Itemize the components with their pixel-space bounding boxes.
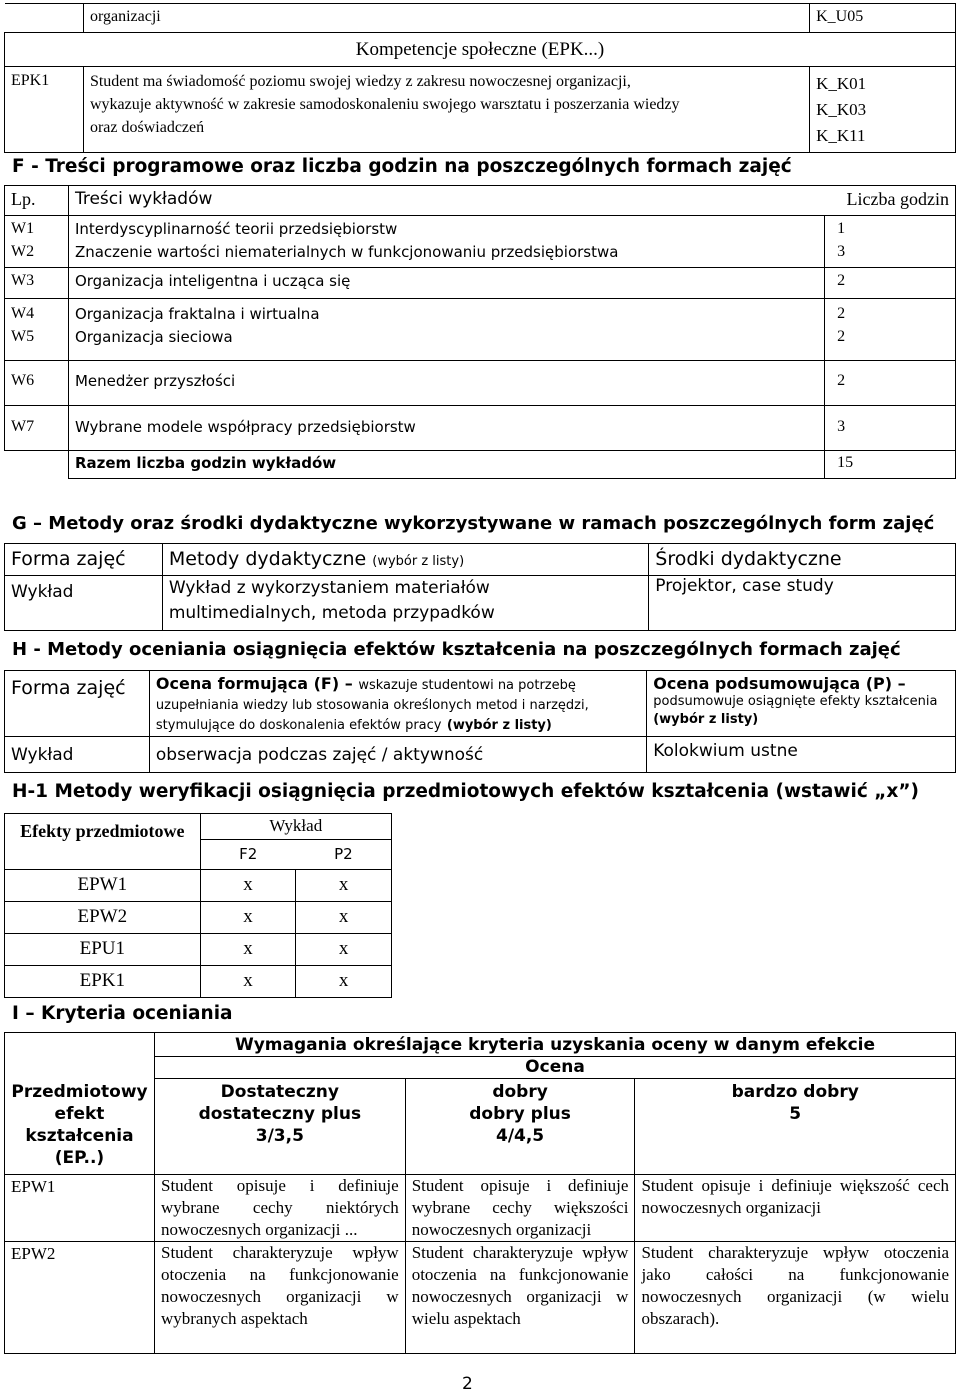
g-row-form: Wykład: [5, 576, 163, 631]
formative-note: (wybór z listy): [446, 718, 552, 733]
section-h-heading: H - Metody oceniania osiągnięcia efektów kształcenia na poszczególnych formach zajęć: [12, 639, 901, 660]
grade-line: 5: [789, 1104, 802, 1124]
h1-effect: EPU1: [5, 934, 201, 966]
criteria-4: Student opisuje i definiuje wybrane cechy większości nowoczesnych organizacji: [405, 1175, 635, 1242]
total-label: Razem liczba godzin wykładów: [68, 451, 824, 479]
section-h1-table: [4, 813, 392, 998]
i-effect: EPW2: [5, 1242, 155, 1354]
grade-line: 4/4,5: [495, 1126, 545, 1146]
h1-f-mark: x: [200, 966, 296, 998]
grade-column: [405, 1079, 635, 1175]
h1-col-effects: Efekty przedmiotowe: [5, 814, 201, 870]
row-hours: 2: [825, 299, 956, 326]
summative-title: Ocena podsumowująca (P) –: [653, 674, 906, 693]
row-content: Organizacja inteligentna i ucząca się: [68, 268, 824, 299]
h1-effect: EPW1: [5, 870, 201, 902]
row-content: Wybrane modele współpracy przedsiębiorstw: [68, 406, 824, 451]
col-content: Treści wykładów: [68, 186, 824, 216]
row-lp: W3: [5, 268, 69, 299]
section-f-table: [4, 185, 956, 479]
epk1-id: EPK1: [5, 67, 84, 153]
grade-column: [635, 1079, 956, 1175]
epk1-line: oraz doświadczeń: [89, 119, 205, 136]
page-number: 2: [462, 1374, 473, 1394]
section-g-heading: G – Metody oraz środki dydaktyczne wykorzystywane w ramach poszczególnych form zajęć: [12, 513, 935, 534]
row-lp: W4: [5, 299, 69, 326]
h1-effect: EPK1: [5, 966, 201, 998]
total-hours: 15: [825, 451, 956, 479]
row-hours: 2: [825, 268, 956, 299]
g-methods-note: (wybór z listy): [372, 554, 465, 569]
h1-effect: EPW2: [5, 902, 201, 934]
summative-desc: podsumowuje osiągnięte efekty kształcenia: [653, 694, 938, 709]
section-e-table: [4, 3, 956, 153]
row-lp: W1: [5, 216, 69, 243]
code: K_K01: [816, 74, 867, 93]
criteria-5: Student opisuje i definiuje większość cech nowoczesnych organizacji: [635, 1175, 956, 1242]
g-col-form: Forma zajęć: [5, 544, 163, 576]
epk1-codes: [810, 67, 956, 153]
h-row-formative: obserwacja podczas zajęć / aktywność: [149, 737, 646, 773]
epk1-line: wykazuje aktywność w zakresie samodoskonaleniu swojego warsztatu i poszerzania wiedzy: [89, 96, 680, 113]
criteria-3: Student charakteryzuje wpływ otoczenia na funkcjonowanie nowoczesnych organizacji w wybranych aspektach: [154, 1242, 405, 1354]
i-effect: EPW1: [5, 1175, 155, 1242]
g-col-means: Środki dydaktyczne: [649, 544, 956, 576]
epk1-line: Student ma świadomość poziomu swojej wiedzy z zakresu nowoczesnej organizacji,: [89, 73, 631, 90]
row-content: Organizacja sieciowa: [68, 326, 824, 361]
row-hours: 3: [825, 243, 956, 268]
code: K_K03: [816, 100, 867, 119]
grade-line: Dostateczny: [220, 1082, 339, 1102]
section-h1-heading: H-1 Metody weryfikacji osiągnięcia przedmiotowych efektów kształcenia (wstawić „x”): [12, 781, 919, 802]
row-content: Interdyscyplinarność teorii przedsiębiorstw: [68, 216, 824, 243]
grade-line: 3/3,5: [255, 1126, 304, 1146]
col-lp: Lp.: [5, 186, 69, 216]
row-content: Menedżer przyszłości: [68, 361, 824, 406]
h1-sub-p: P2: [296, 840, 392, 870]
formative-title: Ocena formująca (F): [155, 674, 340, 693]
g-methods-label: Metody dydaktyczne: [168, 548, 367, 570]
grade-line: dostateczny plus: [198, 1104, 362, 1124]
section-g-table: [4, 543, 956, 631]
row-content: Organizacja fraktalna i wirtualna: [68, 299, 824, 326]
section-i-heading: I – Kryteria oceniania: [12, 1003, 233, 1024]
grade-line: dobry plus: [469, 1104, 571, 1124]
col-hours: Liczba godzin: [825, 186, 956, 216]
formative-desc: wskazuje studentowi na potrzebę uzupełniania wiedzy lub stosowania określonych metod i narzędzi, stymulujące do doskonalenia efektów pracy: [155, 678, 589, 733]
h-formative-header: [149, 671, 646, 737]
epk1-description: [83, 67, 809, 153]
h1-p-mark: x: [296, 870, 392, 902]
h1-f-mark: x: [200, 870, 296, 902]
h-row-summative: Kolokwium ustne: [647, 737, 956, 773]
e-top-text: organizacji: [83, 4, 809, 33]
h-col-form: Forma zajęć: [5, 671, 150, 737]
row-hours: 1: [825, 216, 956, 243]
h1-p-mark: x: [296, 934, 392, 966]
section-i-table: [4, 1032, 956, 1354]
grade-column: [154, 1079, 405, 1175]
h1-col-lecture: Wykład: [200, 814, 391, 840]
h1-sub-f: F2: [239, 845, 258, 863]
g-row-methods: Wykład z wykorzystaniem materiałów multimedialnych, metoda przypadków: [162, 576, 648, 631]
summative-note: (wybór z listy): [653, 712, 759, 727]
e-top-code: K_U05: [810, 4, 956, 33]
row-hours: 2: [825, 326, 956, 361]
g-row-means: Projektor, case study: [649, 576, 956, 631]
row-lp: W5: [5, 326, 69, 361]
row-content: Znaczenie wartości niematerialnych w funkcjonowaniu przedsiębiorstwa: [68, 243, 824, 268]
row-lp: W7: [5, 406, 69, 451]
grade-header: Ocena: [154, 1057, 955, 1079]
criteria-3: Student opisuje i definiuje wybrane cechy niektórych nowoczesnych organizacji ...: [154, 1175, 405, 1242]
row-lp: W2: [5, 243, 69, 268]
criteria-5: Student charakteryzuje wpływ otoczenia jako całości na funkcjonowanie nowoczesnych organizacji (w wielu obszarach).: [635, 1242, 956, 1354]
formative-dash: –: [339, 674, 359, 693]
row-lp: W6: [5, 361, 69, 406]
social-competences-heading: Kompetencje społeczne (EPK...): [5, 33, 956, 67]
section-f-heading: F - Treści programowe oraz liczba godzin na poszczególnych formach zajęć: [12, 156, 792, 177]
code: K_K11: [816, 126, 866, 145]
criteria-4: Student charakteryzuje wpływ otoczenia na funkcjonowanie nowoczesnych organizacji w wielu aspektach: [405, 1242, 635, 1354]
h-summative-header: [647, 671, 956, 737]
h1-f-mark: x: [200, 902, 296, 934]
section-h-table: [4, 670, 956, 773]
grade-line: dobry: [492, 1082, 548, 1102]
h1-f-mark: x: [200, 934, 296, 966]
g-col-methods: [162, 544, 648, 576]
grade-line: bardzo dobry: [731, 1082, 859, 1102]
i-col-effect: Przedmiotowy efekt kształcenia (EP..): [5, 1079, 155, 1175]
h1-p-mark: x: [296, 966, 392, 998]
h1-p-mark: x: [296, 902, 392, 934]
row-hours: 2: [825, 361, 956, 406]
h-row-form: Wykład: [5, 737, 150, 773]
requirements-header: Wymagania określające kryteria uzyskania oceny w danym efekcie: [154, 1033, 955, 1057]
row-hours: 3: [825, 406, 956, 451]
